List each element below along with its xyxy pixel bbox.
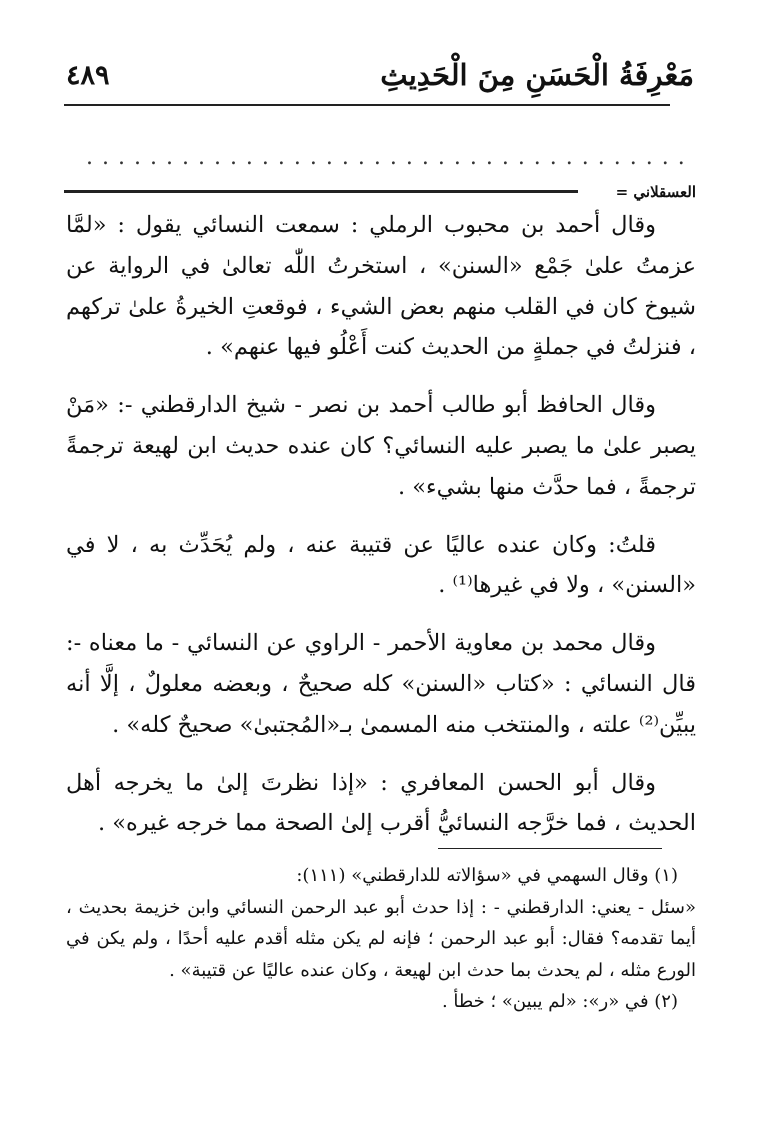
footnote-1-heading: (١) وقال السهمي في «سؤالاته للدارقطني» (١١١): [296, 865, 678, 886]
paragraph: وقال محمد بن معاوية الأحمر - الراوي عن النسائي - ما معناه -: قال النسائي : «كتاب «السنن» كله صحيحٌ ، وبعضه معلولٌ ، إلَّا أنه يبيِّن⁽²⁾ علته ، والمنتخب منه المسمىٰ بـ«المُجتبىٰ» صحيحٌ كله» . [66, 630, 696, 738]
section-continuation-label: العسقلاني = [615, 183, 696, 201]
body-text [66, 205, 696, 861]
paragraph: قلتُ: وكان عنده عاليًا عن قتيبة عنه ، ولم يُحَدِّث به ، لا في «السنن» ، ولا في غيرها⁽¹⁾ . [66, 531, 696, 599]
paragraph: وقال الحافظ أبو طالب أحمد بن نصر - شيخ الدارقطني -: «مَنْ يصبر علىٰ ما يصبر عليه النسائي؟ كان عنده حديث ابن لهيعة ترجمةً ترجمةً ، فما حدَّث منها بشيء» . [66, 392, 696, 500]
section-rule [64, 190, 578, 193]
footnote-2: (٢) في «ر»: «لم يبين» ؛ خطأ . [441, 991, 678, 1012]
footnote-rule [438, 848, 662, 849]
footnote-1-body: «سئل - يعني: الدارقطني - : إذا حدث أبو عبد الرحمن النسائي وابن خزيمة بحديث ، أيما تقدمه؟ فقال: أبو عبد الرحمن ؛ فإنه لم يكن مثله أقدم عليه أحدًا ، ولم يكن في الورع مثله ، لم يحدث بما حدث ابن لهيعة ، وكان عنده عاليًا عن قتيبة» . [66, 896, 696, 981]
paragraph: وقال أبو الحسن المعافري : «إذا نظرتَ إلىٰ ما يخرجه أهل الحديث ، فما خرَّجه النسائيُّ أقرب إلىٰ الصحة مما خرجه غيره» . [66, 769, 696, 837]
paragraph: وقال أحمد بن محبوب الرملي : سمعت النسائي يقول : «لمَّا عزمتُ علىٰ جَمْع «السنن» ، استخرتُ اللّٰه تعالىٰ في الرواية عن شيوخ كان في القلب منهم بعض الشيء ، فوقعتِ الخيرةُ علىٰ تركهم ، فنزلتُ في جملةٍ من الحديث كنت أَعْلُو فيها عنهم» . [66, 212, 696, 361]
ornament-dots: ...................................... [86, 145, 694, 170]
running-title: مَعْرِفَةُ الْحَسَنِ مِنَ الْحَدِيثِ [380, 58, 694, 92]
footnotes [66, 860, 696, 1018]
header-rule [64, 104, 670, 106]
page-number: ٤٨٩ [66, 60, 110, 91]
